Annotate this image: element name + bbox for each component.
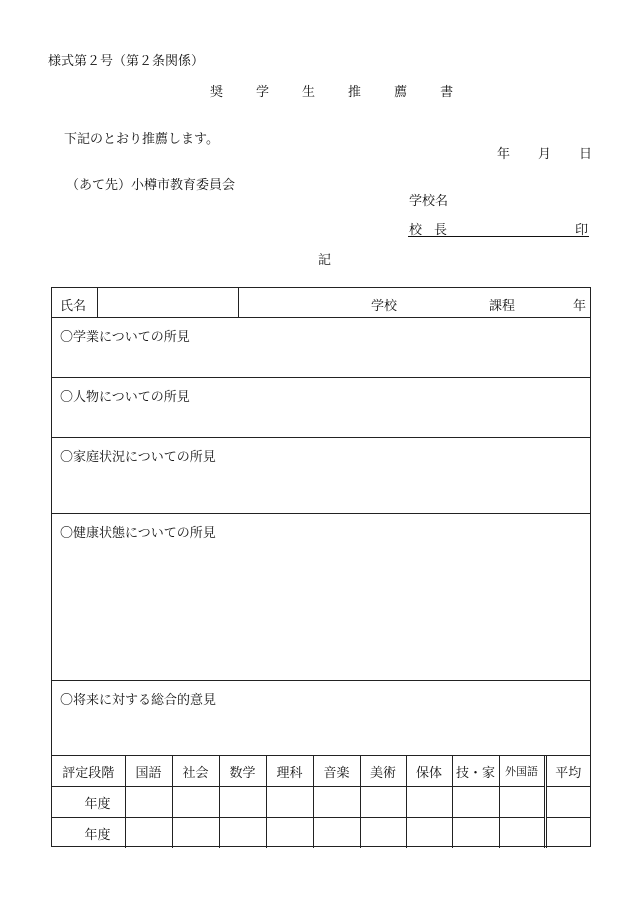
title-char: 書 [440,85,454,100]
grade-year-label: 年 [573,299,587,314]
average-cell[interactable] [545,818,590,849]
grades-year-row [52,818,590,849]
subject-header: 保体 [406,756,452,787]
school-label: 学校 [371,299,398,314]
grade-cell[interactable] [125,787,172,818]
course-label: 課程 [489,299,516,314]
date-year-label: 年 [496,147,510,162]
grade-cell[interactable] [266,787,313,818]
opinion-family[interactable] [52,438,590,514]
seal-label: 印 [574,223,588,238]
subject-header: 技・家 [452,756,499,787]
average-cell[interactable] [545,787,590,818]
date-line [469,143,592,162]
school-name-label: 学校名 [409,194,449,209]
subject-header: 理科 [266,756,313,787]
grade-cell[interactable] [499,818,545,849]
grade-cell[interactable] [313,787,360,818]
subject-header: 美術 [360,756,406,787]
grades-header-row [52,756,590,787]
principal-label: 校長 [409,223,460,238]
grade-cell[interactable] [266,818,313,849]
lead-text: 下記のとおり推薦します。 [64,132,219,147]
title-char: 学 [256,85,270,100]
name-label: 氏名 [60,299,87,314]
grade-cell[interactable] [452,787,499,818]
date-day-label: 日 [578,147,592,162]
subject-header: 音楽 [313,756,360,787]
grade-cell[interactable] [360,818,406,849]
school-course-cell[interactable] [239,288,590,317]
grade-cell[interactable] [172,818,219,849]
name-row [52,288,590,318]
subject-header: 数学 [219,756,266,787]
form-number: 様式第２号（第２条関係） [48,54,205,69]
subject-header: 社会 [172,756,219,787]
subject-header: 国語 [125,756,172,787]
grade-cell[interactable] [125,818,172,849]
year-label: 年度 [52,818,125,849]
opinion-health[interactable] [52,514,590,681]
grade-cell[interactable] [499,787,545,818]
title-char: 薦 [394,85,408,100]
opinion-character-label: 〇人物についての所見 [60,390,190,405]
grades-year-row [52,787,590,818]
grade-cell[interactable] [219,818,266,849]
average-header: 平均 [545,756,590,787]
ki-heading: 記 [318,253,332,268]
recommendation-form-table [51,287,591,847]
year-label: 年度 [52,787,125,818]
opinion-overall-label: 〇将来に対する総合的意見 [60,693,217,708]
document-title [210,81,453,100]
date-month-label: 月 [537,147,551,162]
opinion-academic[interactable] [52,318,590,378]
title-char: 推 [348,85,362,100]
grade-cell[interactable] [219,787,266,818]
opinion-overall[interactable] [52,681,590,756]
grade-cell[interactable] [172,787,219,818]
addressee: （あて先）小樽市教育委員会 [66,178,236,193]
principal-signature-line [408,219,589,237]
opinion-character[interactable] [52,378,590,438]
name-input-cell[interactable] [98,288,239,317]
opinion-family-label: 〇家庭状況についての所見 [60,450,216,465]
title-char: 奨 [210,85,224,100]
grades-table [52,756,590,848]
opinion-academic-label: 〇学業についての所見 [60,330,190,345]
subject-header: 外国語 [499,756,545,787]
grade-cell[interactable] [360,787,406,818]
name-label-cell [52,288,98,317]
grade-scale-header: 評定段階 [52,756,125,787]
opinion-health-label: 〇健康状態についての所見 [60,526,216,541]
grade-cell[interactable] [313,818,360,849]
grade-cell[interactable] [406,787,452,818]
grade-cell[interactable] [452,818,499,849]
title-char: 生 [302,85,316,100]
grade-cell[interactable] [406,818,452,849]
